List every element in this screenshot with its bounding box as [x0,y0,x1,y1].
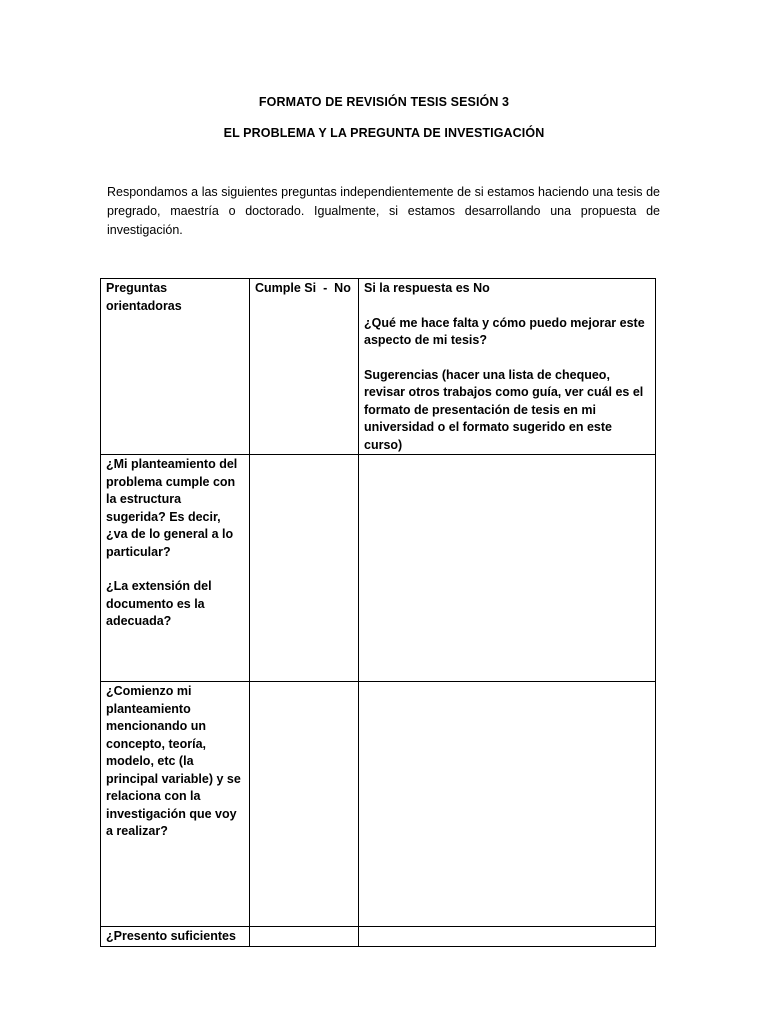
answer-cell[interactable] [250,682,359,927]
header-questions [101,279,250,455]
intro-paragraph: Respondamos a las siguientes preguntas independientemente de si estamos haciendo una tesis de pregrado, maestría o doctorado. Igualmente, si estamos desarrollando una propuesta de investigación. [107,185,660,237]
header-compliance-label: Cumple Si - No [255,281,351,295]
header-questions-label: Preguntas orientadoras [106,281,182,313]
question-text: ¿Comienzo mi planteamiento mencionando un concepto, teoría, modelo, etc (la principal variable) y se relaciona con la investigación que voy a realizar? [106,684,241,838]
question-cell [101,455,250,682]
suggestion-cell[interactable] [359,682,656,927]
header-suggestions-line3: Sugerencias (hacer una lista de chequeo, revisar otros trabajos como guía, ver cuál es el formato de presentación de tesis en mi universidad o el formato sugerido en este curso) [364,367,644,452]
question-text: ¿Mi planteamiento del problema cumple con la estructura sugerida? Es decir, ¿va de lo general a lo particular? [106,457,238,559]
question-text: ¿Presento suficientes [106,929,236,943]
header-suggestions-line2: ¿Qué me hace falta y cómo puedo mejorar este aspecto de mi tesis? [364,315,645,347]
header-compliance [250,279,359,455]
suggestion-cell[interactable] [359,927,656,947]
suggestion-cell[interactable] [359,455,656,682]
table-row [101,455,656,682]
question-extra-text: ¿La extensión del documento es la adecuada? [106,579,212,628]
review-table [100,278,656,947]
header-suggestions-line1: Si la respuesta es No [364,281,490,295]
question-cell [101,682,250,927]
table-header-row [101,279,656,455]
answer-cell[interactable] [250,927,359,947]
header-suggestions [359,279,656,455]
document-title: FORMATO DE REVISIÓN TESIS SESIÓN 3 [258,95,510,109]
table-row [101,927,656,947]
document-subtitle: EL PROBLEMA Y LA PREGUNTA DE INVESTIGACIÓN [223,126,545,140]
table-row [101,682,656,927]
question-cell [101,927,250,947]
answer-cell[interactable] [250,455,359,682]
